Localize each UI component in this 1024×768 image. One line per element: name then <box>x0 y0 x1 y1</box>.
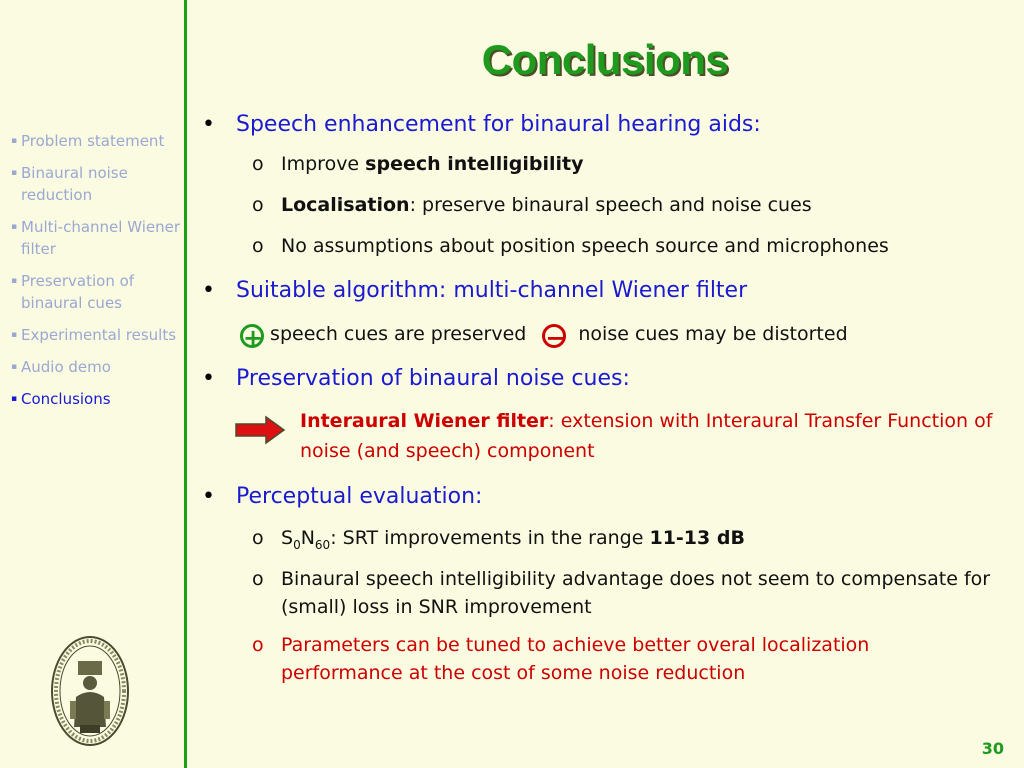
nav-bullet: ▪ <box>11 276 18 286</box>
s-subscript: 0 <box>293 537 301 552</box>
bullet-text: : SRT improvements in the range <box>330 527 650 549</box>
page-number: 30 <box>981 739 1004 758</box>
sidebar-nav <box>10 130 182 420</box>
bullet-text: No assumptions about position speech source and microphones <box>281 235 889 257</box>
bullet-binaural-advantage <box>196 565 996 621</box>
bullet-bold: Localisation <box>281 194 410 216</box>
bullet-text: Improve <box>281 153 366 175</box>
sidebar-item-label: Problem statement <box>21 132 165 150</box>
bullet-o: o <box>252 153 264 175</box>
sidebar-divider <box>184 0 187 768</box>
section-heading-perceptual-evaluation <box>196 482 996 512</box>
nav-bullet: ▪ <box>11 168 18 178</box>
nav-bullet: ▪ <box>11 362 18 372</box>
section-heading-speech-enhancement <box>196 110 996 140</box>
bullet-bold: speech intelligibility <box>365 153 584 175</box>
bullet-dot: • <box>202 278 215 303</box>
bullet-o: o <box>252 527 264 549</box>
sidebar-item-problem-statement[interactable] <box>10 130 182 152</box>
sidebar-item-label: Experimental results <box>21 326 177 344</box>
bullet-o: o <box>252 633 264 656</box>
bullet-o: o <box>252 567 264 590</box>
sidebar-item-label: Binaural noise reduction <box>21 164 128 204</box>
bullet-text: Binaural speech intelligibility advantage does not seem to compensate for (small) loss in SNR improvement <box>281 567 991 618</box>
n-label: N <box>300 527 315 549</box>
bullet-o: o <box>252 194 264 216</box>
note-bold: Interaural Wiener filter <box>300 410 549 432</box>
bullet-parameters-tuned <box>196 631 996 687</box>
heading-text: Suitable algorithm: multi-channel Wiener filter <box>236 278 748 303</box>
sidebar-item-label: Conclusions <box>21 390 111 408</box>
sidebar <box>0 0 186 768</box>
bullet-dot: • <box>202 366 215 391</box>
minus-circle-icon: − <box>542 324 566 348</box>
sidebar-item-conclusions[interactable] <box>10 388 182 410</box>
sidebar-item-binaural-noise-reduction[interactable] <box>10 162 182 206</box>
section-heading-preservation <box>196 364 996 394</box>
slide-title: Conclusions <box>481 36 729 83</box>
s-label: S <box>281 527 294 549</box>
sidebar-item-preservation-of-binaural-cues[interactable] <box>10 270 182 314</box>
bullet-dot: • <box>202 484 215 509</box>
interaural-wiener-filter-note <box>196 406 996 466</box>
bullet-improve <box>196 150 996 178</box>
bullet-text: : preserve binaural speech and noise cues <box>409 194 812 216</box>
sidebar-item-label: Multi-channel Wiener filter <box>21 218 181 258</box>
note-text: : extension with Interaural Transfer Function of noise (and speech) component <box>300 410 993 462</box>
heading-text: Preservation of binaural noise cues: <box>236 366 630 391</box>
con-text: noise cues may be distorted <box>578 323 848 345</box>
n-subscript: 60 <box>314 537 331 552</box>
heading-text: Perceptual evaluation: <box>236 484 483 509</box>
nav-bullet: ▪ <box>11 136 18 146</box>
pro-text: speech cues are preserved <box>270 323 527 345</box>
bullet-srt-improvements <box>196 524 996 559</box>
slide-content <box>196 108 996 687</box>
heading-text: Speech enhancement for binaural hearing aids: <box>236 112 761 137</box>
sidebar-item-audio-demo[interactable] <box>10 356 182 378</box>
university-seal-icon <box>50 635 130 747</box>
sidebar-item-experimental-results[interactable] <box>10 324 182 346</box>
section-heading-suitable-algorithm <box>196 276 996 306</box>
bullet-localisation <box>196 191 996 219</box>
nav-bullet: ▪ <box>11 222 18 232</box>
bullet-text: Parameters can be tuned to achieve better overal localization performance at the cost of some noise reduction <box>281 633 870 684</box>
bullet-bold: 11-13 dB <box>649 527 745 549</box>
bullet-no-assumptions <box>196 232 996 260</box>
plus-circle-icon: + <box>240 324 264 348</box>
nav-bullet: ▪ <box>11 330 18 340</box>
pros-cons-row <box>196 320 996 352</box>
sidebar-item-label: Audio demo <box>21 358 111 376</box>
nav-bullet: ▪ <box>11 394 18 404</box>
right-arrow-icon <box>234 414 286 446</box>
bullet-o: o <box>252 235 264 257</box>
sidebar-item-label: Preservation of binaural cues <box>21 272 135 312</box>
bullet-dot: • <box>202 112 215 137</box>
sidebar-item-multi-channel-wiener-filter[interactable] <box>10 216 182 260</box>
